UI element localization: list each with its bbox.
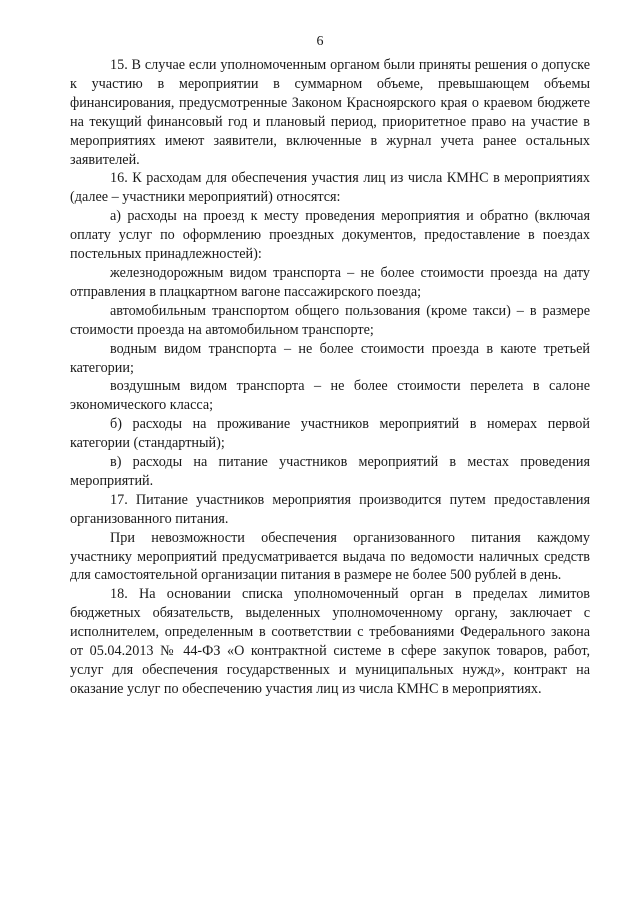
paragraph-air-transport: воздушным видом транспорта – не более стоимости перелета в салоне экономического класса; <box>70 378 590 414</box>
paragraph-18: 18. На основании списка уполномоченный орган в пределах лимитов бюджетных обязательств, выделенных уполномоченному органу, заключает с исполнителем, определенным в соответствии с требованиями Федерального закона от 05.04.2013 № 44-ФЗ «О контрактной системе в сфере закупок товаров, работ, услуг для обеспечения государственных и муниципальных нужд», контракт на оказание услуг по обеспечению участия лиц из числа КМНС в мероприятиях. <box>70 586 590 697</box>
paragraph-16b: б) расходы на проживание участников мероприятий в номерах первой категории (стандартный); <box>70 416 590 452</box>
paragraph-rail-transport: железнодорожным видом транспорта – не более стоимости проезда на дату отправления в плацкартном вагоне пассажирского поезда; <box>70 264 590 300</box>
paragraph-15: 15. В случае если уполномоченным органом были приняты решения о допуске к участию в мероприятии в суммарном объеме, превышающем объемы финансирования, предусмотренные Законом Красноярского края о краевом бюджете на текущий финансовый год и плановый период, приоритетное право на участие в мероприятиях имеют заявители, включенные в журнал учета ранее остальных заявителей. <box>70 57 590 168</box>
paragraph-road-transport: автомобильным транспортом общего пользования (кроме такси) – в размере стоимости проезда на автомобильном транспорте; <box>70 302 590 338</box>
page-number: 6 <box>316 34 324 49</box>
paragraph-17-cash: При невозможности обеспечения организованного питания каждому участнику мероприятий предусматривается выдача по ведомости наличных средств для самостоятельной организации питания в размере не более 500 рублей в день. <box>70 529 590 584</box>
paragraph-16: 16. К расходам для обеспечения участия лиц из числа КМНС в мероприятиях (далее – участники мероприятий) относятся: <box>70 170 590 206</box>
paragraph-water-transport: водным видом транспорта – не более стоимости проезда в каюте третьей категории; <box>70 340 590 376</box>
paragraph-16a: а) расходы на проезд к месту проведения мероприятия и обратно (включая оплату услуг по оформлению проездных документов, предоставление в поездах постельных принадлежностей): <box>70 208 590 263</box>
paragraph-16v: в) расходы на питание участников мероприятий в местах проведения мероприятий. <box>70 454 590 489</box>
paragraph-17: 17. Питание участников мероприятия производится путем предоставления организованного питания. <box>70 491 590 527</box>
document-body <box>70 56 590 699</box>
